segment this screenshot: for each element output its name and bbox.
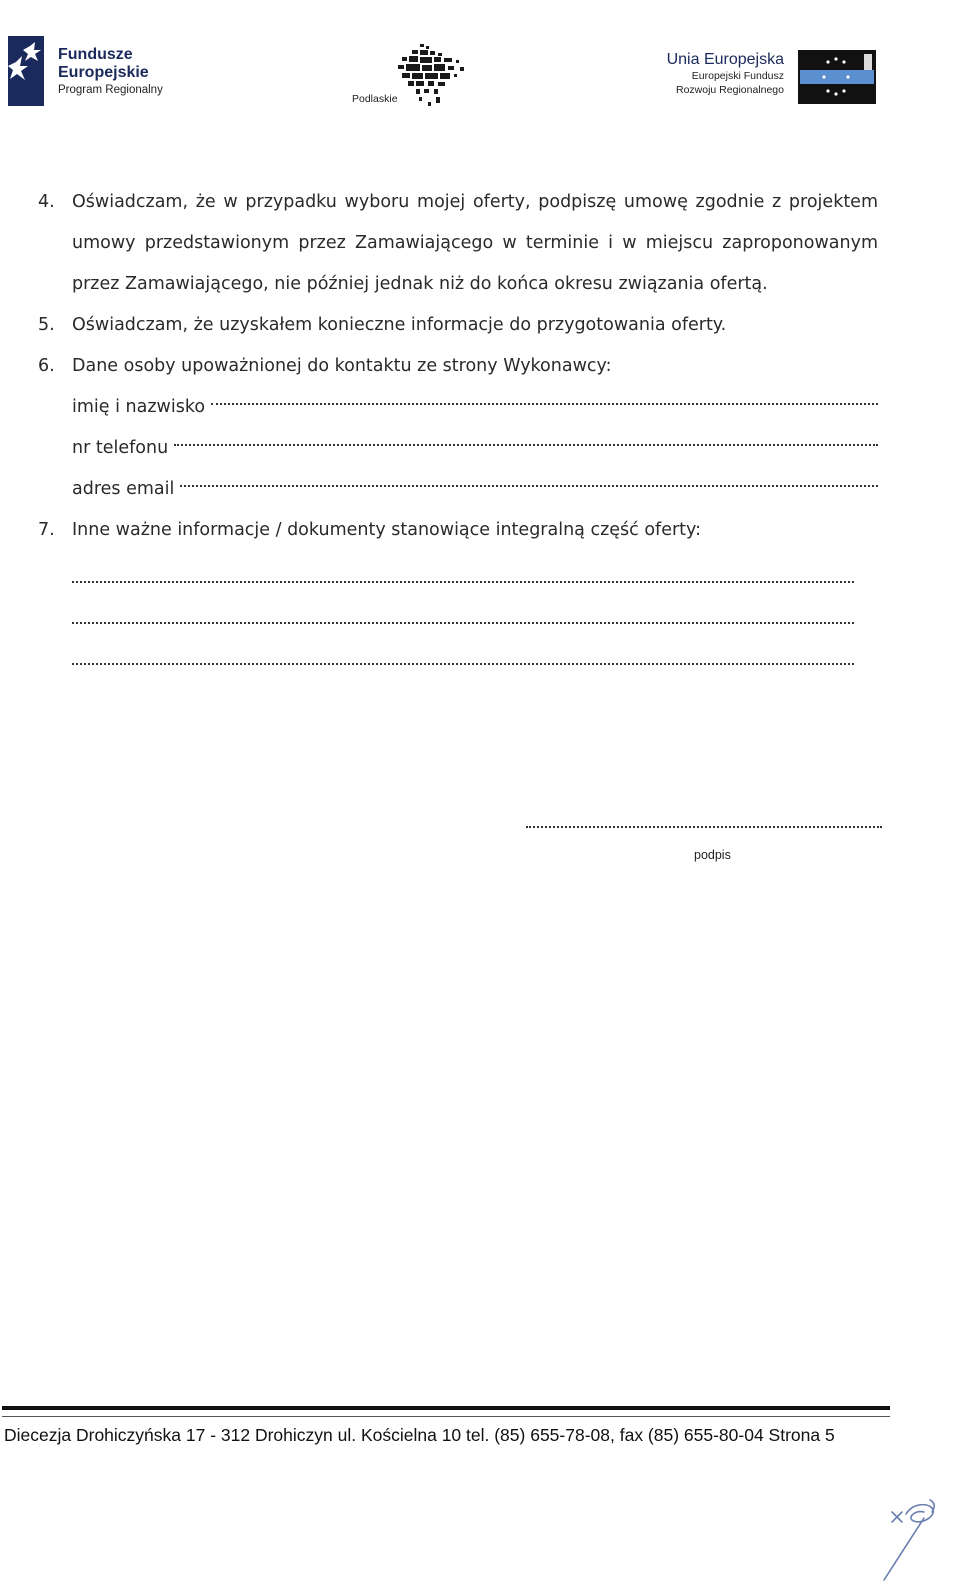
other-info-line-3[interactable] xyxy=(72,633,878,674)
declaration-item-5 xyxy=(38,305,878,346)
fe-logo-line3: Program Regionalny xyxy=(58,84,163,96)
declaration-item-6 xyxy=(38,346,878,510)
signature-dotted-line[interactable] xyxy=(526,826,882,828)
declaration-item-7 xyxy=(38,510,878,674)
other-info-line-2[interactable] xyxy=(72,592,878,633)
handwritten-initials-signature xyxy=(880,1498,960,1583)
declaration-content xyxy=(38,182,878,674)
item-text: Inne ważne informacje / dokumenty stanowiące integralną część oferty: xyxy=(72,520,702,540)
contact-name-field[interactable] xyxy=(72,387,878,428)
item-number: 5. xyxy=(38,315,55,335)
fe-star-icon xyxy=(8,36,44,106)
eu-logo-line3: Rozwoju Regionalnego xyxy=(676,84,784,96)
contact-phone-label: nr telefonu xyxy=(72,438,169,458)
item-text: Oświadczam, że uzyskałem konieczne informacje do przygotowania oferty. xyxy=(72,315,727,335)
item-number: 7. xyxy=(38,520,55,540)
unia-europejska-logo xyxy=(667,50,876,104)
footer-divider-thick xyxy=(2,1406,890,1410)
contact-phone-dotted-line[interactable] xyxy=(174,444,878,446)
podlaskie-logo-label: Podlaskie xyxy=(352,93,398,105)
signature-label: podpis xyxy=(694,848,731,862)
contact-name-dotted-line[interactable] xyxy=(211,403,878,405)
fe-logo-line1: Fundusze xyxy=(58,46,133,63)
contact-name-label: imię i nazwisko xyxy=(72,397,206,417)
declaration-item-4 xyxy=(38,182,878,305)
podlaskie-logo xyxy=(352,42,482,114)
contact-email-dotted-line[interactable] xyxy=(180,485,878,487)
contact-email-label: adres email xyxy=(72,479,175,499)
contact-email-field[interactable] xyxy=(72,469,878,510)
eu-logo-line1: Unia Europejska xyxy=(666,51,784,68)
item-text: Dane osoby upoważnionej do kontaktu ze strony Wykonawcy: xyxy=(72,356,612,376)
item-number: 6. xyxy=(38,356,55,376)
fundusze-europejskie-logo xyxy=(8,36,163,106)
footer-divider-thin xyxy=(2,1416,890,1417)
fe-logo-line2: Europejskie xyxy=(58,64,149,81)
eu-flag-icon xyxy=(798,50,876,104)
eu-logo-line2: Europejski Fundusz xyxy=(691,70,784,82)
item-number: 4. xyxy=(38,192,55,212)
item-text: Oświadczam, że w przypadku wyboru mojej oferty, podpiszę umowę zgodnie z projektem umowy przedstawionym przez Zamawiającego w terminie i w miejscu zaproponowanym przez Zamawiającego, nie później jednak niż do końca okresu związania ofertą. xyxy=(72,192,878,294)
other-info-line-1[interactable] xyxy=(72,551,878,592)
footer-address: Diecezja Drohiczyńska 17 - 312 Drohiczyn ul. Kościelna 10 tel. (85) 655-78-08, fax (85) 655-80-04 Strona 5 xyxy=(4,1425,835,1445)
contact-phone-field[interactable] xyxy=(72,428,878,469)
